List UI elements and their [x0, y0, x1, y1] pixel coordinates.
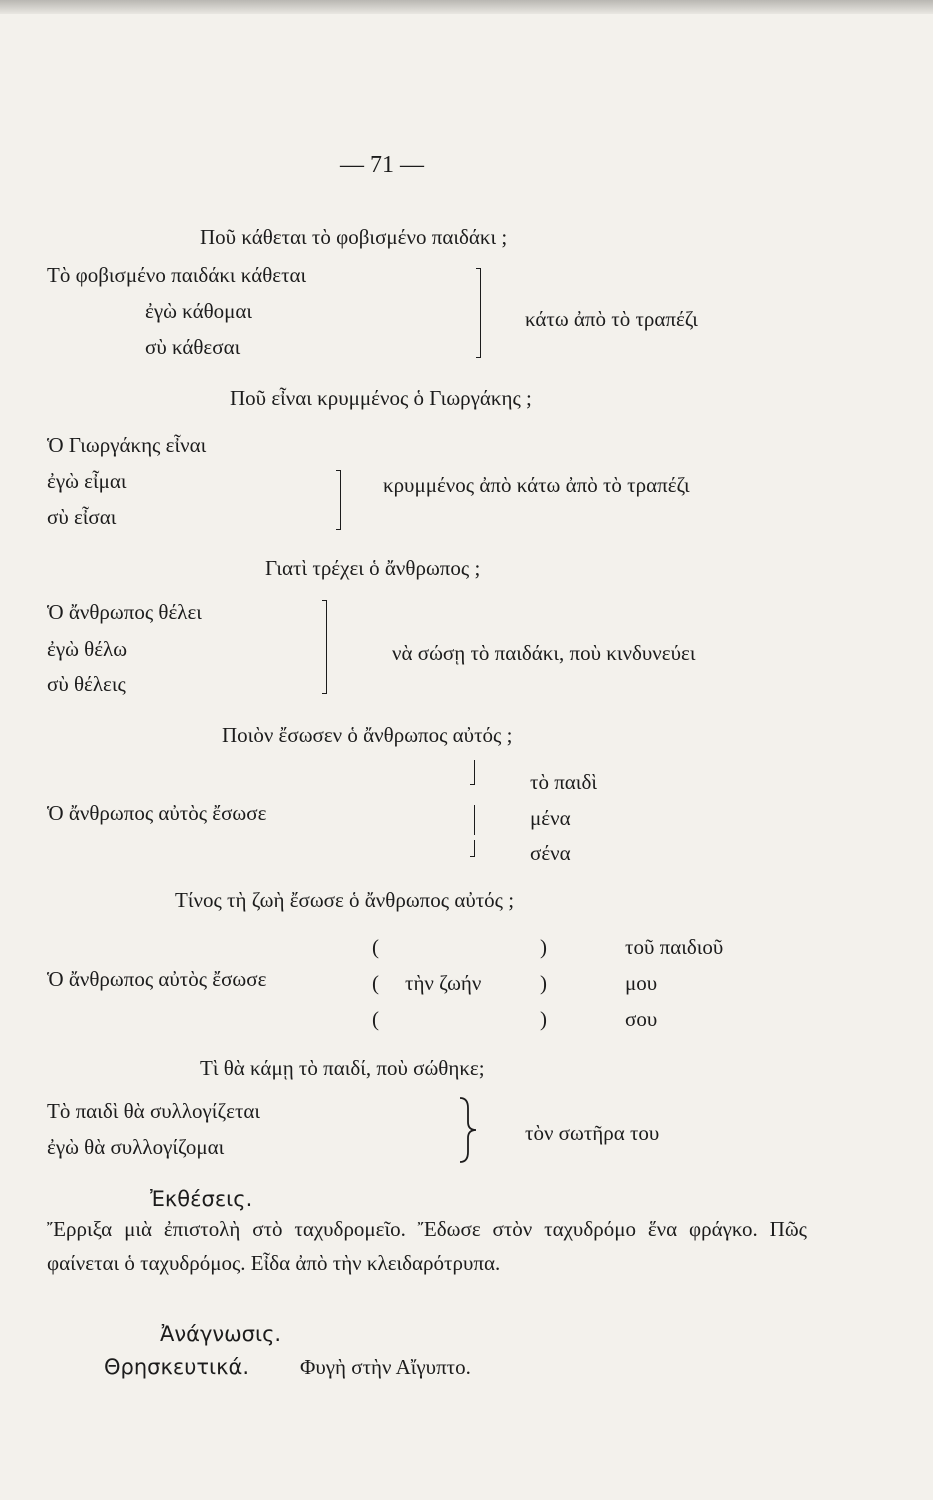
q3-bracket: [322, 600, 327, 694]
q5-paren-close-1: ): [540, 935, 547, 959]
anagnosis-heading: Ἀνάγνωσις.: [160, 1322, 282, 1346]
q1-complement: κάτω ἀπὸ τὸ τραπέζι: [525, 307, 698, 331]
page-number: — 71 —: [340, 152, 424, 178]
q5-owner-2: μου: [625, 971, 658, 995]
q3-row-1: Ὁ ἄνθρωπος θέλει: [47, 600, 202, 624]
question-1: Ποῦ κάθεται τὸ φοβισμένο παιδάκι ;: [200, 225, 508, 249]
q4-object-2: μένα: [530, 806, 571, 830]
q5-paren-open-2: (: [372, 971, 379, 995]
q5-paren-close-2: ): [540, 971, 547, 995]
q2-complement: κρυμμένος ἀπὸ κάτω ἀπὸ τὸ τραπέζι: [383, 473, 690, 497]
q3-row-2: ἐγὼ θέλω: [47, 637, 128, 661]
q5-paren-open-1: (: [372, 935, 379, 959]
question-5: Τίνος τὴ ζωὴ ἔσωσε ὁ ἄνθρωπος αὐτός ;: [175, 888, 515, 912]
q4-object-3: σένα: [530, 841, 571, 865]
q3-row-3: σὺ θέλεις: [47, 672, 126, 696]
q5-middle: τὴν ζωήν: [405, 971, 482, 995]
q5-owner-1: τοῦ παιδιοῦ: [625, 935, 724, 959]
q3-complement: νὰ σώσῃ τὸ παιδάκι, ποὺ κινδυνεύει: [392, 641, 696, 665]
q4-bracket-3: [470, 840, 475, 857]
q1-row-1: Τὸ φοβισμένο παιδάκι κάθεται: [47, 263, 307, 287]
q1-row-2: ἐγὼ κάθομαι: [145, 299, 253, 323]
q5-subject: Ὁ ἄνθρωπος αὐτὸς ἔσωσε: [47, 967, 267, 991]
anagnosis-subject: Θρησκευτικά.: [104, 1355, 250, 1379]
ekdoseis-text: Ἔρριξα μιὰ ἐπιστολὴ στὸ ταχυδρομεῖο. Ἔδωσε στὸν ταχυδρόμο ἕνα φράγκο. Πῶς φαίνεται ὁ ταχυδρόμος. Εἶδα ἀπὸ τὴν κλειδαρότρυπα.: [47, 1217, 807, 1275]
q2-row-1: Ὁ Γιωργάκης εἶναι: [47, 433, 207, 457]
q6-row-2: ἐγὼ θὰ συλλογίζομαι: [47, 1135, 225, 1159]
page-top-edge: [0, 0, 933, 14]
q1-bracket: [476, 268, 481, 358]
q2-bracket: [336, 470, 341, 530]
q4-bracket-2: [470, 805, 475, 835]
q6-curly-brace: [456, 1096, 480, 1164]
q5-paren-open-3: (: [372, 1007, 379, 1031]
q5-paren-close-3: ): [540, 1007, 547, 1031]
q2-row-3: σὺ εἶσαι: [47, 505, 117, 529]
q5-owner-3: σου: [625, 1007, 658, 1031]
q6-complement: τὸν σωτῆρα του: [525, 1121, 660, 1145]
q1-row-3: σὺ κάθεσαι: [145, 335, 241, 359]
question-4: Ποιὸν ἔσωσεν ὁ ἄνθρωπος αὐτός ;: [222, 723, 513, 747]
question-2: Ποῦ εἶναι κρυμμένος ὁ Γιωργάκης ;: [230, 386, 532, 410]
ekdoseis-heading: Ἐκθέσεις.: [150, 1187, 253, 1211]
question-6: Τὶ θὰ κάμῃ τὸ παιδί, ποὺ σώθηκε;: [200, 1056, 485, 1080]
q4-bracket-1: [470, 760, 475, 785]
anagnosis-text: Φυγὴ στὴν Αἴγυπτο.: [300, 1355, 471, 1379]
q4-subject: Ὁ ἄνθρωπος αὐτὸς ἔσωσε: [47, 801, 267, 825]
question-3: Γιατὶ τρέχει ὁ ἄνθρωπος ;: [265, 556, 481, 580]
q2-row-2: ἐγὼ εἶμαι: [47, 469, 127, 493]
q4-object-1: τὸ παιδὶ: [530, 770, 597, 794]
q6-row-1: Τὸ παιδὶ θὰ συλλογίζεται: [47, 1099, 261, 1123]
